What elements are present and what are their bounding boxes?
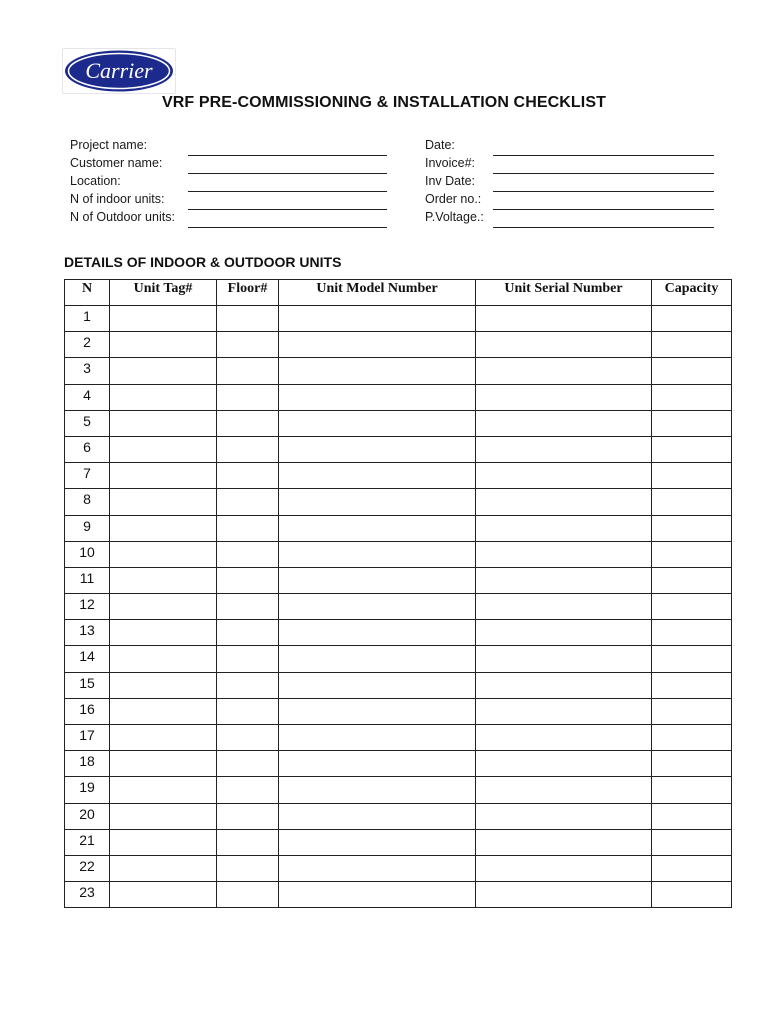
table-row (65, 306, 732, 332)
floor-cell[interactable] (217, 384, 279, 410)
unit-model-number-cell[interactable] (279, 463, 476, 489)
customer-name-label: Customer name: (70, 156, 163, 170)
unit-tag-cell[interactable] (110, 567, 217, 593)
floor-cell[interactable] (217, 829, 279, 855)
unit-serial-number-cell[interactable] (476, 725, 652, 751)
unit-tag-cell[interactable] (110, 332, 217, 358)
capacity-cell[interactable] (652, 384, 732, 410)
floor-cell[interactable] (217, 646, 279, 672)
table-row (65, 541, 732, 567)
date-label: Date: (425, 138, 455, 152)
indoor-units-label: N of indoor units: (70, 192, 165, 206)
units-table (64, 279, 732, 908)
location-field[interactable] (188, 191, 387, 192)
capacity-cell[interactable] (652, 698, 732, 724)
unit-tag-cell[interactable] (110, 855, 217, 881)
table-row (65, 410, 732, 436)
floor-cell[interactable] (217, 777, 279, 803)
capacity-cell[interactable] (652, 410, 732, 436)
unit-tag-cell[interactable] (110, 358, 217, 384)
section-title: DETAILS OF INDOOR & OUTDOOR UNITS (64, 254, 342, 270)
table-row (65, 384, 732, 410)
unit-tag-cell[interactable] (110, 489, 217, 515)
unit-serial-number-cell[interactable] (476, 751, 652, 777)
capacity-cell[interactable] (652, 515, 732, 541)
project-name-label: Project name: (70, 138, 148, 152)
table-row (65, 436, 732, 462)
header-floor: Floor# (217, 280, 279, 306)
table-row (65, 803, 732, 829)
capacity-cell[interactable] (652, 725, 732, 751)
table-row (65, 829, 732, 855)
unit-model-number-cell[interactable] (279, 332, 476, 358)
outdoor-units-label: N of Outdoor units: (70, 210, 175, 224)
unit-tag-cell[interactable] (110, 725, 217, 751)
capacity-cell[interactable] (652, 882, 732, 908)
table-row (65, 672, 732, 698)
row-number: 3 (65, 358, 110, 384)
customer-name-field[interactable] (188, 173, 387, 174)
unit-model-number-cell[interactable] (279, 620, 476, 646)
order-no-field[interactable] (493, 209, 714, 210)
unit-serial-number-cell[interactable] (476, 855, 652, 881)
table-row (65, 882, 732, 908)
invoice-label: Invoice#: (425, 156, 476, 170)
floor-cell[interactable] (217, 410, 279, 436)
row-number: 14 (65, 646, 110, 672)
order-no-label: Order no.: (425, 192, 482, 206)
unit-tag-cell[interactable] (110, 698, 217, 724)
unit-model-number-cell[interactable] (279, 358, 476, 384)
unit-tag-cell[interactable] (110, 515, 217, 541)
floor-cell[interactable] (217, 489, 279, 515)
floor-cell[interactable] (217, 567, 279, 593)
floor-cell[interactable] (217, 306, 279, 332)
unit-tag-cell[interactable] (110, 803, 217, 829)
unit-serial-number-cell[interactable] (476, 489, 652, 515)
row-number: 16 (65, 698, 110, 724)
row-number: 10 (65, 541, 110, 567)
table-row (65, 463, 732, 489)
table-row (65, 751, 732, 777)
floor-cell[interactable] (217, 463, 279, 489)
row-number: 2 (65, 332, 110, 358)
row-number: 18 (65, 751, 110, 777)
floor-cell[interactable] (217, 855, 279, 881)
capacity-cell[interactable] (652, 463, 732, 489)
capacity-cell[interactable] (652, 672, 732, 698)
inv-date-field[interactable] (493, 191, 714, 192)
row-number: 12 (65, 594, 110, 620)
table-row (65, 855, 732, 881)
unit-tag-cell[interactable] (110, 594, 217, 620)
capacity-cell[interactable] (652, 541, 732, 567)
floor-cell[interactable] (217, 672, 279, 698)
floor-cell[interactable] (217, 751, 279, 777)
header-unit-model-number: Unit Model Number (279, 280, 476, 306)
unit-model-number-cell[interactable] (279, 751, 476, 777)
capacity-cell[interactable] (652, 777, 732, 803)
header-unit-tag: Unit Tag# (110, 280, 217, 306)
unit-tag-cell[interactable] (110, 541, 217, 567)
unit-tag-cell[interactable] (110, 436, 217, 462)
unit-serial-number-cell[interactable] (476, 698, 652, 724)
capacity-cell[interactable] (652, 436, 732, 462)
unit-model-number-cell[interactable] (279, 567, 476, 593)
unit-serial-number-cell[interactable] (476, 567, 652, 593)
voltage-label: P.Voltage.: (425, 210, 484, 224)
unit-tag-cell[interactable] (110, 882, 217, 908)
unit-serial-number-cell[interactable] (476, 436, 652, 462)
row-number: 17 (65, 725, 110, 751)
outdoor-units-field[interactable] (188, 227, 387, 228)
floor-cell[interactable] (217, 698, 279, 724)
unit-serial-number-cell[interactable] (476, 463, 652, 489)
unit-model-number-cell[interactable] (279, 410, 476, 436)
capacity-cell[interactable] (652, 620, 732, 646)
unit-model-number-cell[interactable] (279, 803, 476, 829)
floor-cell[interactable] (217, 882, 279, 908)
capacity-cell[interactable] (652, 594, 732, 620)
row-number: 23 (65, 882, 110, 908)
table-row (65, 777, 732, 803)
unit-serial-number-cell[interactable] (476, 829, 652, 855)
row-number: 22 (65, 855, 110, 881)
table-row (65, 698, 732, 724)
unit-model-number-cell[interactable] (279, 436, 476, 462)
floor-cell[interactable] (217, 436, 279, 462)
unit-model-number-cell[interactable] (279, 698, 476, 724)
inv-date-label: Inv Date: (425, 174, 476, 188)
unit-tag-cell[interactable] (110, 410, 217, 436)
capacity-cell[interactable] (652, 306, 732, 332)
row-number: 13 (65, 620, 110, 646)
row-number: 20 (65, 803, 110, 829)
capacity-cell[interactable] (652, 332, 732, 358)
carrier-logo (62, 48, 176, 94)
capacity-cell[interactable] (652, 567, 732, 593)
row-number: 11 (65, 567, 110, 593)
row-number: 8 (65, 489, 110, 515)
table-header-row (65, 280, 732, 306)
capacity-cell[interactable] (652, 751, 732, 777)
unit-model-number-cell[interactable] (279, 725, 476, 751)
logo-wordmark: Carrier (85, 58, 153, 83)
row-number: 6 (65, 436, 110, 462)
capacity-cell[interactable] (652, 489, 732, 515)
table-row (65, 646, 732, 672)
unit-model-number-cell[interactable] (279, 515, 476, 541)
capacity-cell[interactable] (652, 829, 732, 855)
unit-tag-cell[interactable] (110, 463, 217, 489)
header-unit-serial-number: Unit Serial Number (476, 280, 652, 306)
table-row (65, 358, 732, 384)
unit-serial-number-cell[interactable] (476, 620, 652, 646)
unit-serial-number-cell[interactable] (476, 515, 652, 541)
unit-serial-number-cell[interactable] (476, 332, 652, 358)
capacity-cell[interactable] (652, 803, 732, 829)
unit-model-number-cell[interactable] (279, 672, 476, 698)
row-number: 4 (65, 384, 110, 410)
unit-tag-cell[interactable] (110, 646, 217, 672)
unit-serial-number-cell[interactable] (476, 410, 652, 436)
location-label: Location: (70, 174, 121, 188)
unit-model-number-cell[interactable] (279, 882, 476, 908)
floor-cell[interactable] (217, 594, 279, 620)
unit-tag-cell[interactable] (110, 751, 217, 777)
unit-model-number-cell[interactable] (279, 306, 476, 332)
unit-model-number-cell[interactable] (279, 829, 476, 855)
voltage-field[interactable] (493, 227, 714, 228)
unit-model-number-cell[interactable] (279, 541, 476, 567)
row-number: 9 (65, 515, 110, 541)
unit-serial-number-cell[interactable] (476, 306, 652, 332)
unit-model-number-cell[interactable] (279, 489, 476, 515)
floor-cell[interactable] (217, 803, 279, 829)
header-n: N (65, 280, 110, 306)
unit-model-number-cell[interactable] (279, 646, 476, 672)
floor-cell[interactable] (217, 515, 279, 541)
date-field[interactable] (493, 155, 714, 156)
project-name-field[interactable] (188, 155, 387, 156)
row-number: 1 (65, 306, 110, 332)
floor-cell[interactable] (217, 332, 279, 358)
unit-model-number-cell[interactable] (279, 594, 476, 620)
table-row (65, 332, 732, 358)
unit-serial-number-cell[interactable] (476, 594, 652, 620)
row-number: 15 (65, 672, 110, 698)
table-row (65, 515, 732, 541)
table-row (65, 567, 732, 593)
unit-model-number-cell[interactable] (279, 777, 476, 803)
unit-tag-cell[interactable] (110, 829, 217, 855)
unit-tag-cell[interactable] (110, 620, 217, 646)
capacity-cell[interactable] (652, 358, 732, 384)
row-number: 21 (65, 829, 110, 855)
unit-model-number-cell[interactable] (279, 384, 476, 410)
unit-serial-number-cell[interactable] (476, 541, 652, 567)
unit-serial-number-cell[interactable] (476, 358, 652, 384)
unit-serial-number-cell[interactable] (476, 672, 652, 698)
unit-serial-number-cell[interactable] (476, 777, 652, 803)
floor-cell[interactable] (217, 620, 279, 646)
unit-serial-number-cell[interactable] (476, 882, 652, 908)
indoor-units-field[interactable] (188, 209, 387, 210)
table-row (65, 620, 732, 646)
row-number: 7 (65, 463, 110, 489)
floor-cell[interactable] (217, 358, 279, 384)
table-row (65, 489, 732, 515)
unit-serial-number-cell[interactable] (476, 384, 652, 410)
capacity-cell[interactable] (652, 855, 732, 881)
page-title: VRF PRE-COMMISSIONING & INSTALLATION CHECKLIST (162, 94, 606, 111)
row-number: 5 (65, 410, 110, 436)
header-capacity: Capacity (652, 280, 732, 306)
table-row (65, 594, 732, 620)
floor-cell[interactable] (217, 541, 279, 567)
unit-serial-number-cell[interactable] (476, 803, 652, 829)
unit-tag-cell[interactable] (110, 306, 217, 332)
unit-tag-cell[interactable] (110, 384, 217, 410)
table-row (65, 725, 732, 751)
unit-serial-number-cell[interactable] (476, 646, 652, 672)
row-number: 19 (65, 777, 110, 803)
unit-model-number-cell[interactable] (279, 855, 476, 881)
floor-cell[interactable] (217, 725, 279, 751)
unit-tag-cell[interactable] (110, 672, 217, 698)
capacity-cell[interactable] (652, 646, 732, 672)
unit-tag-cell[interactable] (110, 777, 217, 803)
invoice-field[interactable] (493, 173, 714, 174)
